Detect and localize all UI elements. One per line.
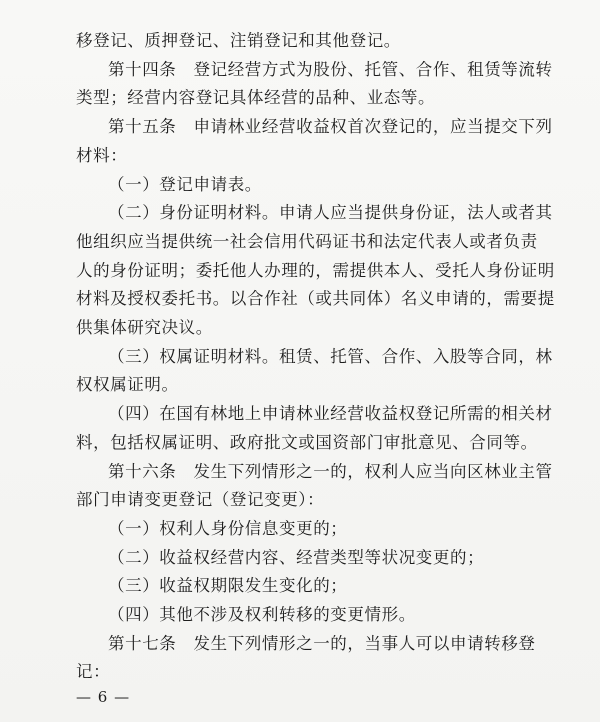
text-line: 材料及授权委托书。以合作社（或共同体）名义申请的，需要提 xyxy=(76,289,555,309)
list-item-line: （一）权利人身份信息变更的； xyxy=(108,518,348,538)
article-14-line: 第十四条 登记经营方式为股份、托管、合作、租赁等流转 xyxy=(108,59,553,79)
list-item-line: （三）收益权期限发生变化的； xyxy=(108,576,348,596)
text-line: 材料： xyxy=(76,145,128,165)
article-15-line: 第十五条 申请林业经营收益权首次登记的，应当提交下列 xyxy=(108,117,553,137)
text-line: 人的身份证明；委托他人办理的，需提供本人、受托人身份证明 xyxy=(76,260,555,280)
text-line: 移登记、质押登记、注销登记和其他登记。 xyxy=(76,31,401,50)
article-16-line: 第十六条 发生下列情形之一的，权利人应当向区林业主管 xyxy=(108,461,553,481)
page-number: — 6 — xyxy=(76,688,131,707)
list-item-line: （二）身份证明材料。申请人应当提供身份证，法人或者其 xyxy=(108,203,553,223)
text-line: 记： xyxy=(76,662,111,682)
list-item-line: （三）权属证明材料。租赁、托管、合作、入股等合同，林 xyxy=(108,346,553,366)
list-item-line: （二）收益权经营内容、经营类型等状况变更的； xyxy=(108,547,485,567)
text-line: 供集体研究决议。 xyxy=(76,318,213,337)
list-item-line: （四）在国有林地上申请林业经营收益权登记所需的相关材 xyxy=(108,404,553,424)
text-line: 部门申请变更登记（登记变更）： xyxy=(76,490,325,510)
list-item-line: （四）其他不涉及权利转移的变更情形。 xyxy=(108,605,416,624)
text-line: 他组织应当提供统一社会信用代码证书和法定代表人或者负责 xyxy=(76,231,538,251)
text-line: 料，包括权属证明、政府批文或国资部门审批意见、合同等。 xyxy=(76,432,538,452)
list-item-line: （一）登记申请表。 xyxy=(108,174,262,194)
text-line: 类型；经营内容登记具体经营的品种、业态等。 xyxy=(76,88,436,108)
text-line: 权权属证明。 xyxy=(76,375,179,395)
article-17-line: 第十七条 发生下列情形之一的，当事人可以申请转移登 xyxy=(108,633,536,653)
